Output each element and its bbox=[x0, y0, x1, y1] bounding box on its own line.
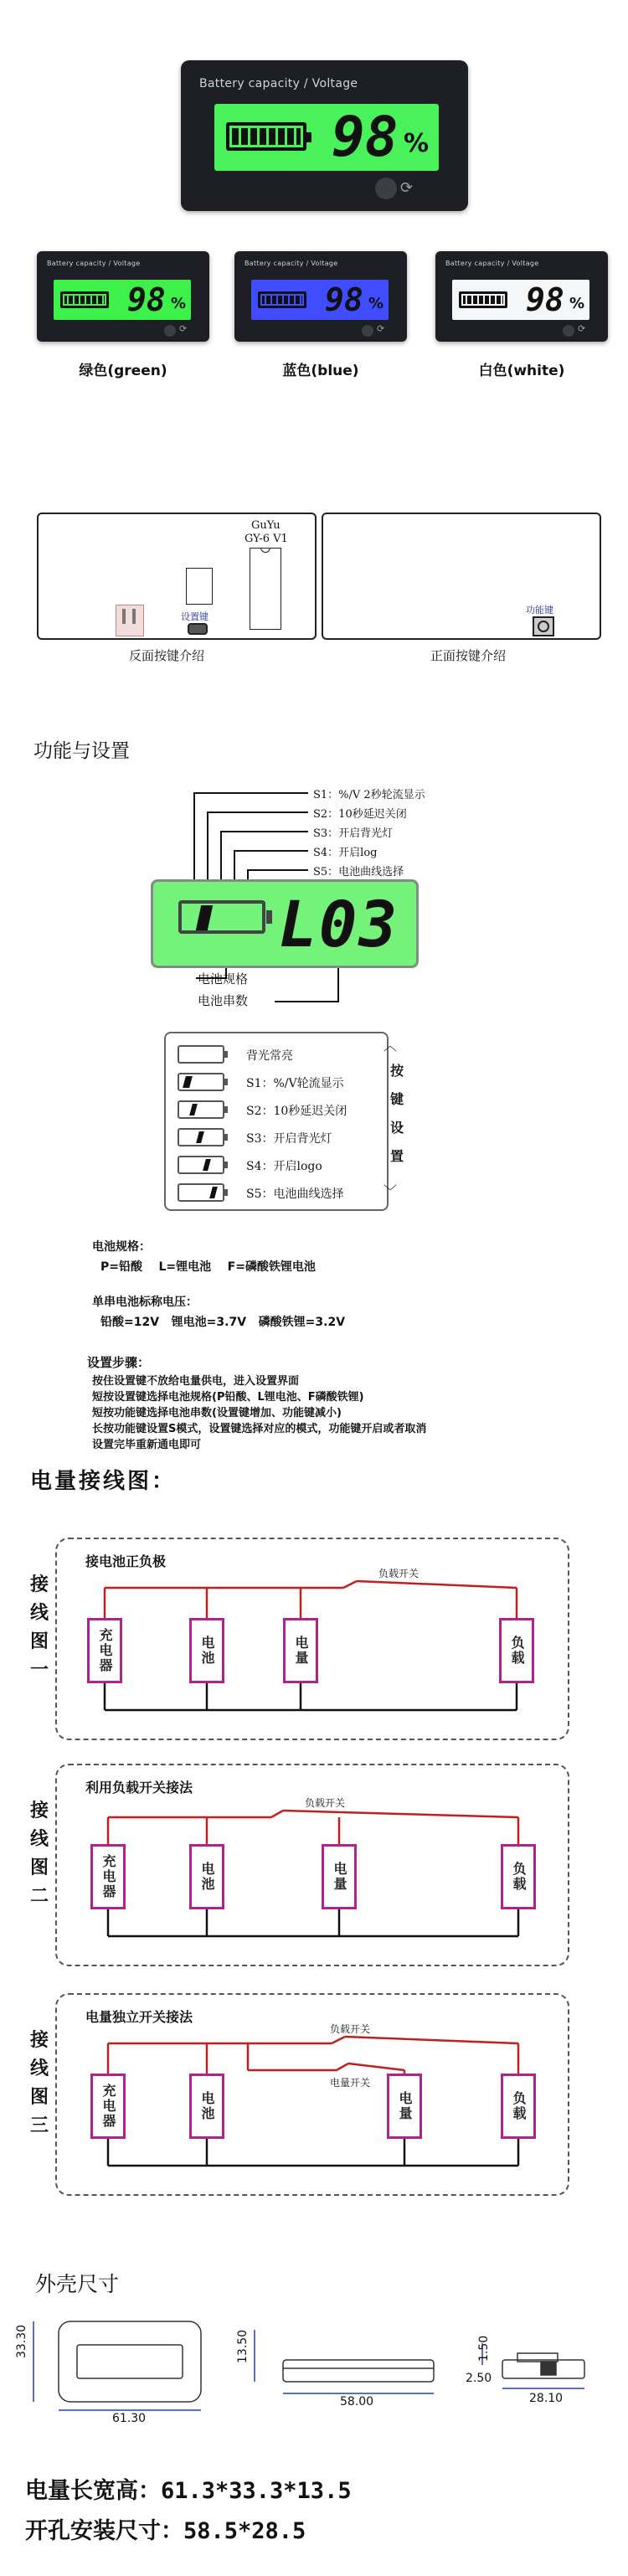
variant-caption: 白色(white) bbox=[478, 363, 565, 379]
menu-item[interactable] bbox=[178, 1043, 387, 1065]
settings-menu-panel bbox=[164, 1032, 389, 1211]
battery-outline-icon bbox=[178, 1183, 224, 1202]
battery-outline-icon bbox=[178, 1100, 224, 1119]
wiring-side-char: 接 bbox=[29, 1801, 49, 1821]
step-line: 长按功能键设置S模式，设置键选择对应的模式，功能键开启或者取消 bbox=[92, 1423, 427, 1435]
wiring-component: 负载 bbox=[501, 1844, 536, 1909]
load-switch-blade bbox=[343, 1581, 357, 1588]
variant-title: Battery capacity / Voltage bbox=[445, 260, 539, 267]
menu-item-label: S4：开启logo bbox=[246, 1160, 322, 1173]
wiring-side-char: 接 bbox=[29, 2030, 49, 2051]
menu-item-label: S2：10秒延迟关闭 bbox=[246, 1105, 347, 1118]
settings-heading: 功能与设置 bbox=[33, 740, 130, 762]
load-switch-wire bbox=[283, 1811, 518, 1817]
wiring-component: 负载 bbox=[499, 1618, 534, 1683]
wiring-side-char: 接 bbox=[29, 1574, 49, 1595]
wiring-side-char: 二 bbox=[29, 1886, 49, 1907]
menu-item-label: S5：电池曲线选择 bbox=[246, 1188, 344, 1201]
settings-display-value: L03 bbox=[279, 887, 399, 961]
load-switch-wire bbox=[357, 1581, 517, 1588]
battery-outline-icon bbox=[178, 1045, 224, 1064]
variant-caption: 蓝色(blue) bbox=[282, 363, 359, 379]
battery-outline-icon bbox=[178, 1073, 224, 1091]
wiring-component: 电池 bbox=[189, 1844, 224, 1909]
spec-title: 电池规格： bbox=[92, 1240, 151, 1254]
switch-label: 负载开关 bbox=[305, 1797, 346, 1809]
voltage-line: 铅酸=12V 锂电池=3.7V 磷酸铁锂=3.2V bbox=[100, 1316, 346, 1329]
cut-height-dim: 1.50 bbox=[477, 2335, 491, 2362]
wiring-component: 电量 bbox=[322, 1844, 357, 1909]
battery-outline-icon bbox=[178, 1156, 224, 1174]
settings-lcd-screen bbox=[151, 879, 419, 968]
front-height-dim: 33.30 bbox=[15, 2324, 28, 2358]
wiring-side-char: 图 bbox=[29, 1631, 49, 1652]
variant-title: Battery capacity / Voltage bbox=[47, 260, 141, 267]
menu-item[interactable] bbox=[178, 1126, 387, 1148]
variant-value: 98 bbox=[526, 281, 564, 318]
variant-caption: 绿色(green) bbox=[79, 363, 167, 379]
dimensions-heading: 外壳尺寸 bbox=[35, 2272, 120, 2296]
front-width-dim: 61.30 bbox=[112, 2412, 147, 2425]
setting-key-label: 设置键 bbox=[181, 611, 208, 622]
back-brand: GuYu bbox=[251, 519, 281, 532]
back-panel-caption: 反面按键介绍 bbox=[129, 648, 205, 663]
menu-side-char: 设 bbox=[389, 1120, 404, 1136]
menu-side-char: 按 bbox=[389, 1063, 404, 1079]
switch-label: 负载开关 bbox=[378, 1568, 420, 1579]
variant-unit: % bbox=[569, 295, 585, 312]
menu-scroll-up-icon: ︿ bbox=[383, 1038, 398, 1054]
menu-scroll-down-icon: ﹀ bbox=[383, 1183, 398, 1199]
menu-side-label bbox=[387, 1057, 407, 1171]
hero-value: 98 bbox=[332, 105, 399, 169]
settings-label: S3：开启背光灯 bbox=[313, 827, 394, 840]
step-line: 按住设置键不放给电量供电，进入设置界面 bbox=[92, 1375, 300, 1388]
menu-side-char: 键 bbox=[389, 1091, 404, 1107]
wiring-side-char: 图 bbox=[29, 2087, 49, 2108]
settings-label: S2：10秒延迟关闭 bbox=[313, 808, 407, 821]
side-width-dim: 58.00 bbox=[340, 2395, 374, 2409]
settings-label: S4：开启log bbox=[313, 847, 378, 859]
menu-item[interactable] bbox=[178, 1182, 387, 1203]
wiring-component: 电池 bbox=[189, 1618, 224, 1683]
load-switch-blade bbox=[271, 1811, 283, 1817]
wiring-component: 电量 bbox=[387, 2074, 422, 2139]
battery-series-label: 电池串数 bbox=[198, 993, 249, 1008]
wiring-side-char: 线 bbox=[29, 1829, 49, 1850]
settings-label: S5：电池曲线选择 bbox=[313, 866, 404, 878]
wiring-component: 电池 bbox=[189, 2074, 224, 2139]
battery-type-label: 电池规格 bbox=[198, 971, 249, 987]
variant-unit: % bbox=[171, 295, 187, 312]
hero-unit: % bbox=[404, 129, 430, 158]
load-switch-wire bbox=[345, 2037, 518, 2043]
steps-title: 设置步骤： bbox=[87, 1355, 151, 1370]
function-key-label: 功能键 bbox=[526, 605, 553, 616]
variant-title: Battery capacity / Voltage bbox=[245, 260, 338, 267]
switch-label: 负载开关 bbox=[330, 2023, 371, 2035]
cut-depth-dim: 2.50 bbox=[466, 2372, 492, 2385]
variant-value: 98 bbox=[325, 281, 363, 318]
menu-side-char: 置 bbox=[389, 1148, 404, 1164]
load-switch-blade bbox=[332, 2037, 345, 2043]
settings-battery-icon bbox=[178, 900, 265, 934]
menu-item[interactable] bbox=[178, 1099, 387, 1121]
battery-outline-icon bbox=[178, 1128, 224, 1146]
menu-item-label: S1：%/V轮流显示 bbox=[246, 1077, 344, 1090]
steps-list bbox=[92, 1373, 595, 1453]
voltage-title: 单串电池标称电压： bbox=[92, 1296, 198, 1309]
front-panel-caption: 正面按键介绍 bbox=[430, 648, 507, 663]
size-summary: 电量长宽高：61.3*33.3*13.5 bbox=[25, 2478, 352, 2504]
wiring-title: 接电池正负极 bbox=[85, 1553, 167, 1569]
menu-item[interactable] bbox=[178, 1071, 387, 1093]
refresh-icon: ⟳ bbox=[578, 323, 586, 334]
variant-value: 98 bbox=[127, 281, 166, 318]
wiring-heading: 电量接线图： bbox=[30, 1469, 177, 1494]
wiring-side-char: 一 bbox=[29, 1660, 49, 1681]
refresh-icon: ⟳ bbox=[179, 323, 188, 334]
meter-switch-blade bbox=[337, 2063, 348, 2070]
meter-switch-wire bbox=[348, 2063, 404, 2070]
variant-unit: % bbox=[368, 295, 384, 312]
hole-summary: 开孔安装尺寸：58.5*28.5 bbox=[25, 2518, 306, 2544]
back-model: GY-6 V1 bbox=[245, 533, 288, 545]
wiring-side-char: 图 bbox=[29, 1857, 49, 1878]
step-line: 设置完毕重新通电即可 bbox=[92, 1439, 202, 1451]
spec-line: P=铅酸 L=锂电池 F=磷酸铁锂电池 bbox=[100, 1260, 316, 1274]
menu-item-label: 背光常亮 bbox=[246, 1049, 293, 1063]
refresh-icon: ⟳ bbox=[377, 323, 385, 334]
hero-meter-title: Battery capacity / Voltage bbox=[199, 77, 358, 90]
wiring-side-char: 线 bbox=[29, 2058, 49, 2079]
settings-label: S1：%/V 2秒轮流显示 bbox=[313, 789, 425, 801]
wiring-title: 利用负载开关接法 bbox=[85, 1780, 193, 1795]
cut-width-dim: 28.10 bbox=[529, 2392, 564, 2405]
wiring-component: 负载 bbox=[501, 2074, 536, 2139]
menu-item-label: S3：开启背光灯 bbox=[246, 1132, 332, 1146]
refresh-icon: ⟳ bbox=[400, 179, 414, 197]
wiring-side-char: 线 bbox=[29, 1603, 49, 1624]
wiring-title: 电量独立开关接法 bbox=[85, 2009, 193, 2025]
step-line: 短按功能键选择电池串数(设置键增加、功能键减小) bbox=[92, 1407, 342, 1419]
wiring-component: 充电器 bbox=[90, 2074, 126, 2139]
menu-item[interactable] bbox=[178, 1154, 387, 1176]
wiring-side-char: 三 bbox=[29, 2115, 49, 2136]
wiring-component: 充电器 bbox=[87, 1618, 122, 1683]
side-height-dim: 13.50 bbox=[236, 2329, 250, 2363]
wiring-component: 充电器 bbox=[90, 1844, 126, 1909]
switch-label: 电量开关 bbox=[330, 2077, 371, 2089]
wiring-component: 电量 bbox=[283, 1618, 318, 1683]
step-line: 短按设置键选择电池规格(P铅酸、L锂电池、F磷酸铁锂) bbox=[92, 1391, 364, 1404]
